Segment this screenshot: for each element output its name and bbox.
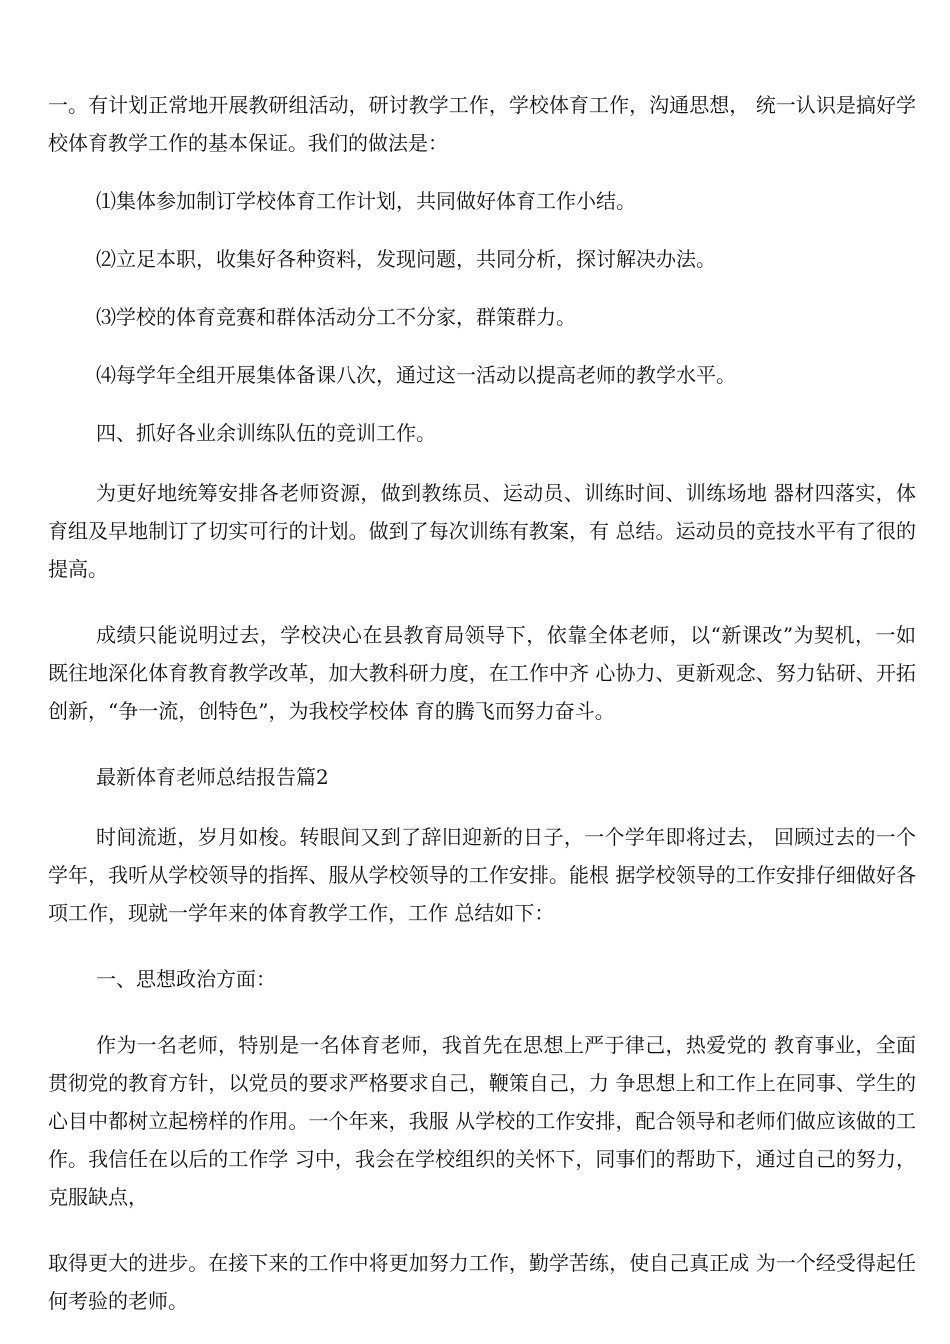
document-page (48, 86, 916, 1320)
list-item-1: ⑴集体参加制订学校体育工作计划，共同做好体育工作小结。 (96, 189, 636, 213)
list-item-4: ⑷每学年全组开展集体备课八次，通过这一活动以提高老师的教学水平。 (96, 363, 736, 387)
section-heading-politics: 一、思想政治方面： (96, 967, 276, 991)
paragraph-achievements: 成绩只能说明过去，学校决心在县教育局领导下，依靠全体老师，以“新课改”为契机，一如既往地深化体育教育教学改革，加大教科研力度，在工作中齐 心协力、更新观念、努力钻研、开拓创新，“争一流，创特色”，为我校学校体 育的腾飞而努力奋斗。 (48, 623, 916, 723)
section-heading-training: 四、抓好各业余训练队伍的竞训工作。 (96, 421, 436, 445)
paragraph-conclusion: 取得更大的进步。在接下来的工作中将更加努力工作，勤学苦练，使自己真正成 为一个经受得起任何考验的老师。 (48, 1251, 916, 1313)
report-title: 最新体育老师总结报告篇2 (96, 765, 329, 789)
list-item-3: ⑶学校的体育竞赛和群体活动分工不分家，群策群力。 (96, 305, 576, 329)
paragraph-teaching-research: 一。有计划正常地开展教研组活动，研讨教学工作，学校体育工作，沟通思想， 统一认识是搞好学校体育教学工作的基本保证。我们的做法是： (48, 93, 916, 155)
paragraph-politics: 作为一名老师，特别是一名体育老师，我首先在思想上严于律己，热爱党的 教育事业，全面贯彻党的教育方针，以党员的要求严格要求自己，鞭策自己，力 争思想上和工作上在同事、学生的心目中都树立起榜样的作用。一个年来，我服 从学校的工作安排，配合领导和老师们做应该做的工作。我信任在以后的工作学 习中，我会在学校组织的关怀下，同事们的帮助下，通过自己的努力，克服缺点， (48, 1033, 916, 1209)
paragraph-training: 为更好地统筹安排各老师资源，做到教练员、运动员、训练时间、训练场地 器材四落实，体育组及早地制订了切实可行的计划。做到了每次训练有教案，有 总结。运动员的竞技水平有了很的提高。 (48, 481, 916, 581)
list-item-2: ⑵立足本职，收集好各种资料，发现问题，共同分析，探讨解决办法。 (96, 247, 716, 271)
paragraph-intro: 时间流逝，岁月如梭。转眼间又到了辞旧迎新的日子，一个学年即将过去， 回顾过去的一个学年，我听从学校领导的指挥、服从学校领导的工作安排。能根 据学校领导的工作安排仔细做好各项工作，现就一学年来的体育教学工作，工作 总结如下： (48, 825, 916, 925)
